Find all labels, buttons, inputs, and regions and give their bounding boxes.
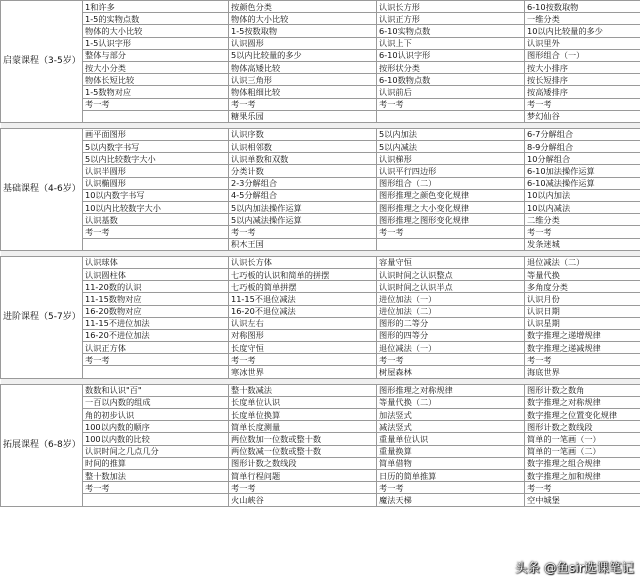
table-row	[1, 421, 640, 433]
lesson-cell: 考一考	[83, 226, 229, 238]
table-row	[1, 256, 640, 268]
table-row	[1, 37, 640, 49]
lesson-cell: 整十数加法	[83, 469, 229, 481]
lesson-cell: 糖果乐园	[229, 110, 377, 122]
lesson-cell: 分类计数	[229, 165, 377, 177]
lesson-cell: 4-5分解组合	[229, 189, 377, 201]
lesson-cell: 长度守恒	[229, 342, 377, 354]
lesson-cell: 6-10实物点数	[377, 25, 525, 37]
lesson-cell: 等量代换	[525, 268, 640, 280]
table-row	[1, 445, 640, 457]
table-row	[1, 1, 640, 13]
lesson-cell: 空中城堡	[525, 494, 640, 506]
lesson-cell: 按大小分类	[83, 61, 229, 73]
lesson-cell: 七巧板的认识和简单的拼摆	[229, 268, 377, 280]
lesson-cell: 认识梯形	[377, 153, 525, 165]
table-row	[1, 177, 640, 189]
table-row	[1, 366, 640, 378]
table-row	[1, 86, 640, 98]
table-row	[1, 165, 640, 177]
lesson-cell	[83, 494, 229, 506]
lesson-cell: 5以内加法	[377, 128, 525, 140]
lesson-cell: 认识三角形	[229, 74, 377, 86]
lesson-cell: 火山峡谷	[229, 494, 377, 506]
lesson-cell: 认识时间之几点几分	[83, 445, 229, 457]
lesson-cell: 5以内加法操作运算	[229, 202, 377, 214]
lesson-cell: 认识时间之认识半点	[377, 281, 525, 293]
table-row	[1, 293, 640, 305]
lesson-cell: 2-3分解组合	[229, 177, 377, 189]
table-row	[1, 281, 640, 293]
lesson-cell: 认识长方体	[229, 256, 377, 268]
lesson-cell: 一维分类	[525, 13, 640, 25]
lesson-cell: 树屋森林	[377, 366, 525, 378]
table-row	[1, 384, 640, 396]
lesson-cell: 6-10认识字形	[377, 49, 525, 61]
lesson-cell: 数字推理之位置变化规律	[525, 409, 640, 421]
lesson-cell	[377, 110, 525, 122]
table-row	[1, 61, 640, 73]
lesson-cell: 认识半圆形	[83, 165, 229, 177]
lesson-cell: 海底世界	[525, 366, 640, 378]
lesson-cell: 长度单位换算	[229, 409, 377, 421]
lesson-cell: 按高矮排序	[525, 86, 640, 98]
lesson-cell: 寒冰世界	[229, 366, 377, 378]
lesson-cell: 按形状分类	[377, 61, 525, 73]
table-row	[1, 469, 640, 481]
lesson-cell: 等量代换（二）	[377, 396, 525, 408]
lesson-cell: 认识时间之认识整点	[377, 268, 525, 280]
lesson-cell: 图形推理之图形变化规律	[377, 214, 525, 226]
lesson-cell: 16-20不进位加法	[83, 329, 229, 341]
lesson-cell: 认识正方形	[377, 13, 525, 25]
lesson-cell: 按长短排序	[525, 74, 640, 86]
lesson-cell: 1-5的实物点数	[83, 13, 229, 25]
lesson-cell: 日历的简单推算	[377, 469, 525, 481]
lesson-cell: 考一考	[83, 354, 229, 366]
table-row	[1, 202, 640, 214]
lesson-cell: 物体长短比较	[83, 74, 229, 86]
lesson-cell	[83, 110, 229, 122]
stage-label: 拓展课程（6-8岁）	[1, 384, 83, 506]
lesson-cell: 考一考	[525, 354, 640, 366]
lesson-cell	[83, 238, 229, 250]
table-row	[1, 268, 640, 280]
table-row	[1, 25, 640, 37]
lesson-cell: 数字推理之递增规律	[525, 329, 640, 341]
table-row	[1, 494, 640, 506]
lesson-cell: 8-9分解组合	[525, 141, 640, 153]
lesson-cell: 10以内比较量的多少	[525, 25, 640, 37]
lesson-cell: 两位数加一位数或整十数	[229, 433, 377, 445]
lesson-cell: 考一考	[525, 98, 640, 110]
lesson-cell: 图形计数之数角	[525, 384, 640, 396]
lesson-cell: 图形推理之颜色变化规律	[377, 189, 525, 201]
lesson-cell: 认识正方体	[83, 342, 229, 354]
lesson-cell	[377, 238, 525, 250]
table-row	[1, 214, 640, 226]
table-row	[1, 13, 640, 25]
lesson-cell: 整十数减法	[229, 384, 377, 396]
lesson-cell: 进位加法（二）	[377, 305, 525, 317]
lesson-cell: 5以内数字书写	[83, 141, 229, 153]
lesson-cell: 100以内数的比较	[83, 433, 229, 445]
lesson-cell: 简单的一笔画（二）	[525, 445, 640, 457]
lesson-cell: 多角度分类	[525, 281, 640, 293]
lesson-cell: 考一考	[229, 226, 377, 238]
lesson-cell: 认识平行四边形	[377, 165, 525, 177]
lesson-cell: 11-15不进位加法	[83, 317, 229, 329]
table-row	[1, 153, 640, 165]
lesson-cell: 1和许多	[83, 1, 229, 13]
table-row	[1, 354, 640, 366]
lesson-cell: 考一考	[229, 482, 377, 494]
lesson-cell: 七巧板的简单拼摆	[229, 281, 377, 293]
table-row	[1, 305, 640, 317]
lesson-cell: 退位减法（二）	[525, 256, 640, 268]
lesson-cell: 认识相邻数	[229, 141, 377, 153]
lesson-cell: 数字推理之加和规律	[525, 469, 640, 481]
lesson-cell: 10分解组合	[525, 153, 640, 165]
lesson-cell: 图形计数之数线段	[229, 457, 377, 469]
lesson-cell: 认识椭圆形	[83, 177, 229, 189]
lesson-cell: 认识前后	[377, 86, 525, 98]
lesson-cell: 考一考	[83, 98, 229, 110]
lesson-cell: 发条迷城	[525, 238, 640, 250]
stage-label: 启蒙课程（3-5岁）	[1, 1, 83, 123]
lesson-cell: 100以内数的顺序	[83, 421, 229, 433]
lesson-cell: 积木王国	[229, 238, 377, 250]
lesson-cell: 16-20数物对应	[83, 305, 229, 317]
lesson-cell: 物体粗细比较	[229, 86, 377, 98]
lesson-cell: 认识月份	[525, 293, 640, 305]
lesson-cell: 图形的四等分	[377, 329, 525, 341]
lesson-cell: 考一考	[229, 98, 377, 110]
lesson-cell: 图形组合（二）	[377, 177, 525, 189]
lesson-cell: 6-7分解组合	[525, 128, 640, 140]
lesson-cell: 5以内比较量的多少	[229, 49, 377, 61]
lesson-cell: 按颜色分类	[229, 1, 377, 13]
table-row	[1, 396, 640, 408]
lesson-cell: 考一考	[83, 482, 229, 494]
lesson-cell: 进位加法（一）	[377, 293, 525, 305]
lesson-cell: 图形推理之对称规律	[377, 384, 525, 396]
lesson-cell: 按大小排序	[525, 61, 640, 73]
course-table-body	[1, 1, 640, 507]
lesson-cell: 认识球体	[83, 256, 229, 268]
lesson-cell: 认识圆柱体	[83, 268, 229, 280]
lesson-cell: 考一考	[229, 354, 377, 366]
stage-label: 进阶课程（5-7岁）	[1, 256, 83, 378]
table-row	[1, 226, 640, 238]
lesson-cell: 两位数减一位数或整十数	[229, 445, 377, 457]
lesson-cell: 认识日期	[525, 305, 640, 317]
lesson-cell: 6-10按数取物	[525, 1, 640, 13]
lesson-cell: 容量守恒	[377, 256, 525, 268]
lesson-cell: 魔法天梯	[377, 494, 525, 506]
lesson-cell: 时间的推算	[83, 457, 229, 469]
table-row	[1, 409, 640, 421]
table-row	[1, 342, 640, 354]
lesson-cell: 认识基数	[83, 214, 229, 226]
lesson-cell: 图形组合（一）	[525, 49, 640, 61]
table-row	[1, 457, 640, 469]
lesson-cell: 5以内减法	[377, 141, 525, 153]
lesson-cell: 11-15数物对应	[83, 293, 229, 305]
lesson-cell: 梦幻仙谷	[525, 110, 640, 122]
lesson-cell: 图形推理之大小变化规律	[377, 202, 525, 214]
lesson-cell: 11-20数的认识	[83, 281, 229, 293]
lesson-cell: 10以内比较数字大小	[83, 202, 229, 214]
lesson-cell: 1-5按数取物	[229, 25, 377, 37]
lesson-cell: 认识序数	[229, 128, 377, 140]
lesson-cell: 图形计数之数线段	[525, 421, 640, 433]
table-row	[1, 74, 640, 86]
lesson-cell: 物体高矮比较	[229, 61, 377, 73]
lesson-cell: 6-10减法操作运算	[525, 177, 640, 189]
lesson-cell: 简单借物	[377, 457, 525, 469]
lesson-cell: 简单行程问题	[229, 469, 377, 481]
lesson-cell: 物体的大小比较	[229, 13, 377, 25]
lesson-cell: 6-10加法操作运算	[525, 165, 640, 177]
lesson-cell: 5以内减法操作运算	[229, 214, 377, 226]
lesson-cell: 6-10数物点数	[377, 74, 525, 86]
lesson-cell	[83, 366, 229, 378]
stage-label: 基础课程（4-6岁）	[1, 128, 83, 250]
lesson-cell: 简单的一笔画（一）	[525, 433, 640, 445]
lesson-cell: 画平面图形	[83, 128, 229, 140]
watermark: 头条 @鱼sir选课笔记	[514, 560, 634, 575]
lesson-cell: 认识左右	[229, 317, 377, 329]
lesson-cell: 10以内加法	[525, 189, 640, 201]
lesson-cell: 考一考	[377, 354, 525, 366]
lesson-cell: 对称图形	[229, 329, 377, 341]
table-row	[1, 238, 640, 250]
lesson-cell: 认识单数和双数	[229, 153, 377, 165]
lesson-cell: 重量换算	[377, 445, 525, 457]
table-row	[1, 98, 640, 110]
lesson-cell: 考一考	[525, 226, 640, 238]
lesson-cell: 考一考	[525, 482, 640, 494]
lesson-cell: 数字推理之组合规律	[525, 457, 640, 469]
lesson-cell: 5以内比较数字大小	[83, 153, 229, 165]
lesson-cell: 数字推理之对称规律	[525, 396, 640, 408]
lesson-cell: 1-5认识字形	[83, 37, 229, 49]
lesson-cell: 考一考	[377, 482, 525, 494]
lesson-cell: 减法竖式	[377, 421, 525, 433]
lesson-cell: 角的初步认识	[83, 409, 229, 421]
lesson-cell: 认识长方形	[377, 1, 525, 13]
lesson-cell: 二维分类	[525, 214, 640, 226]
lesson-cell: 认识里外	[525, 37, 640, 49]
lesson-cell: 10以内减法	[525, 202, 640, 214]
lesson-cell: 重量单位认识	[377, 433, 525, 445]
lesson-cell: 加法竖式	[377, 409, 525, 421]
lesson-cell: 认识上下	[377, 37, 525, 49]
table-row	[1, 189, 640, 201]
lesson-cell: 认识星期	[525, 317, 640, 329]
lesson-cell: 图形的二等分	[377, 317, 525, 329]
lesson-cell: 物体的大小比较	[83, 25, 229, 37]
lesson-cell: 考一考	[377, 98, 525, 110]
table-row	[1, 128, 640, 140]
table-row	[1, 110, 640, 122]
lesson-cell: 11-15不退位减法	[229, 293, 377, 305]
table-row	[1, 329, 640, 341]
table-row	[1, 482, 640, 494]
lesson-cell: 考一考	[377, 226, 525, 238]
lesson-cell: 10以内数字书写	[83, 189, 229, 201]
lesson-cell: 简单长度测量	[229, 421, 377, 433]
lesson-cell: 认识圆形	[229, 37, 377, 49]
lesson-cell: 16-20不退位减法	[229, 305, 377, 317]
lesson-cell: 整体与部分	[83, 49, 229, 61]
lesson-cell: 数字推理之递减规律	[525, 342, 640, 354]
table-row	[1, 317, 640, 329]
lesson-cell: 一百以内数的组成	[83, 396, 229, 408]
lesson-cell: 长度单位认识	[229, 396, 377, 408]
table-row	[1, 141, 640, 153]
table-row	[1, 433, 640, 445]
lesson-cell: 退位减法（一）	[377, 342, 525, 354]
table-row	[1, 49, 640, 61]
lesson-cell: 数数和认识"百"	[83, 384, 229, 396]
lesson-cell: 1-5数物对应	[83, 86, 229, 98]
